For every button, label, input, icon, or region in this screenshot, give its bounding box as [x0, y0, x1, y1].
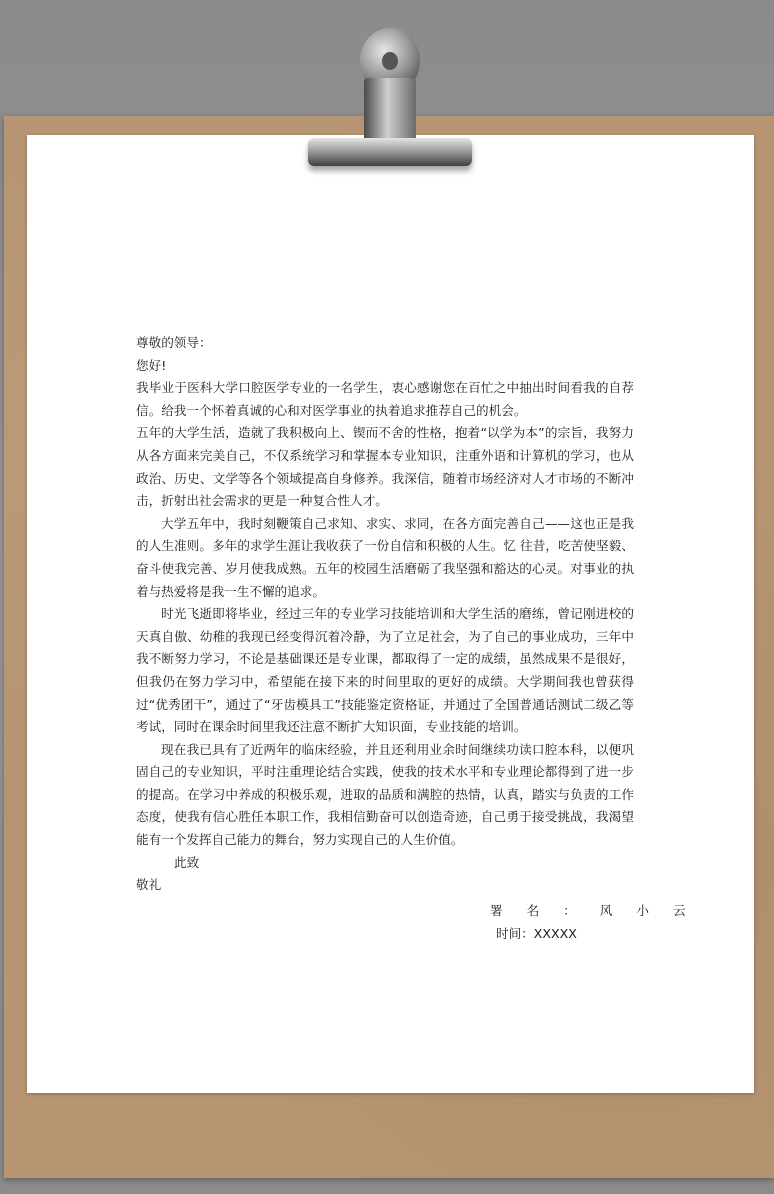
- paragraph-5: 现在我已具有了近两年的临床经验，并且还利用业余时间继续功读口腔本科，以便巩固自己的专业知识，平时注重理论结合实践，使我的技术水平和专业理论都得到了进一步的提高。在学习中养成的积极乐观，进取的品质和满腔的热情，认真，踏实与负责的工作态度，使我有信心胜任本职工作，我相信勤奋可以创造奇迹，自己勇于接受挑战，我渴望能有一个发挥自己能力的舞台，努力实现自己的人生价值。: [136, 741, 634, 848]
- closing-jing-li: 敬礼: [136, 877, 162, 893]
- paragraph-1: 我毕业于医科大学口腔医学专业的一名学生，衷心感谢您在百忙之中抽出时间看我的自荐信。给我一个怀着真诚的心和对医学事业的执着追求推荐自己的机会。: [136, 380, 634, 418]
- paragraph-4: 时光飞逝即将毕业，经过三年的专业学习技能培训和大学生活的磨练，曾记刚进校的天真自傲、幼稚的我现已经变得沉着冷静，为了立足社会，为了自己的事业成功，三年中我不断努力学习，不论是基础课还是专业课，都取得了一定的成绩，虽然成果不是很好，但我仍在努力学习中，希望能在接下来的时间里取的更好的成绩。大学期间我也曾获得过“优秀团干”，通过了“牙齿模具工”技能鉴定资格证，并通过了全国普通话测试二级乙等考试，同时在课余时间里我还注意不断扩大知识面，专业技能的培训。: [136, 606, 634, 735]
- letter-body: [136, 332, 634, 897]
- salutation: 尊敬的领导：: [136, 335, 212, 350]
- greeting: 您好!: [136, 357, 167, 373]
- date-line: 时间：XXXXX: [496, 925, 577, 941]
- binder-clip-icon: [300, 28, 480, 178]
- closing-ci-zhi: 此致: [174, 854, 200, 870]
- paragraph-2: 五年的大学生活，造就了我积极向上、锲而不舍的性格，抱着“以学为本”的宗旨，我努力从各方面来完美自己，不仅系统学习和掌握本专业知识，注重外语和计算机的学习，也从政治、历史、文学等各个领域提高自身修养。我深信，随着市场经济对人才市场的不断冲击，折射出社会需求的更是一种复合性人才。: [136, 425, 634, 509]
- signature: 署 名 ： 风 小 云: [490, 903, 696, 918]
- clip-base: [308, 138, 472, 166]
- signature-block: [490, 900, 696, 945]
- paragraph-3: 大学五年中，我时刻鞭策自己求知、求实、求同，在各方面完善自己——这也正是我的人生准则。多年的求学生涯让我收获了一份自信和积极的人生。忆 往昔，吃苦使坚毅、奋斗使我完善、岁月使我成熟。五年的校园生活磨砺了我坚强和豁达的心灵。对事业的执着与热爱将是我一生不懈的追求。: [136, 515, 634, 599]
